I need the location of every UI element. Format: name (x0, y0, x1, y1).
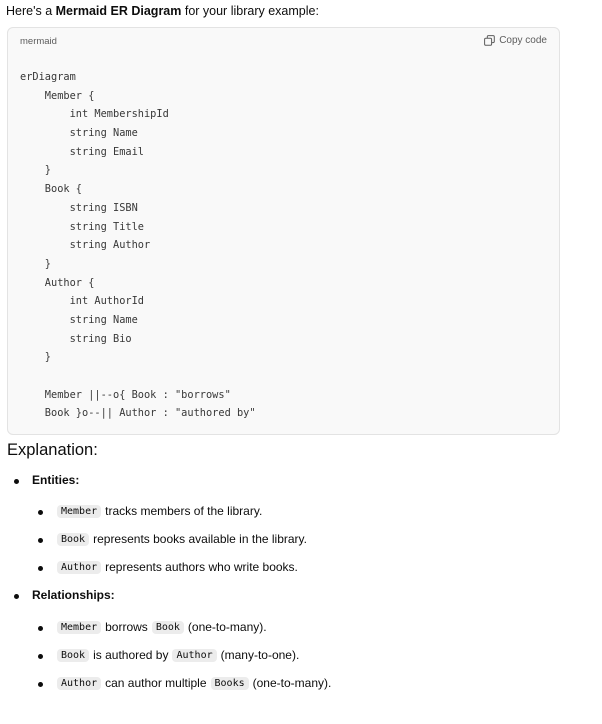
intro-prefix: Here's a (6, 4, 56, 18)
code-line: int AuthorId (20, 295, 144, 308)
bullet-dot (38, 510, 43, 515)
list-item-text: (one-to-many). (187, 620, 267, 634)
code-line: string Name (20, 127, 138, 140)
code-line: string Name (20, 313, 138, 326)
bullet-dot (38, 654, 43, 659)
list-item-text: (one-to-many). (252, 676, 332, 690)
inline-code: Author (57, 677, 101, 690)
code-line: string Author (20, 239, 151, 252)
list-item (57, 676, 331, 690)
code-line: Member ||--o{ Book : "borrows" (20, 388, 231, 401)
code-language-label: mermaid (20, 36, 57, 47)
code-block (7, 27, 560, 435)
inline-code: Book (57, 533, 89, 546)
code-line: string Email (20, 145, 144, 158)
bullet-dot (14, 479, 19, 484)
inline-code: Author (57, 561, 101, 574)
inline-code: Member (57, 621, 101, 634)
list-item-text: can author multiple (105, 676, 207, 690)
intro-bold: Mermaid ER Diagram (55, 4, 182, 18)
list-item-text: (many-to-one). (220, 648, 300, 662)
copy-icon (484, 35, 495, 46)
code-line: string Bio (20, 332, 132, 345)
relationships-label: Relationships: (32, 588, 115, 602)
copy-code-label: Copy code (499, 35, 547, 46)
bullet-dot (38, 626, 43, 631)
list-item (57, 648, 299, 662)
code-content (20, 68, 256, 423)
code-line: Book }o--|| Author : "authored by" (20, 407, 256, 420)
list-item (57, 620, 267, 634)
code-line: } (20, 257, 51, 270)
list-item (57, 560, 298, 574)
inline-code: Member (57, 505, 101, 518)
code-line: Member { (20, 89, 95, 102)
bullet-dot (14, 594, 19, 599)
explanation-heading: Explanation: (7, 441, 98, 459)
code-line: } (20, 164, 51, 177)
inline-code: Author (172, 649, 216, 662)
code-line (20, 367, 256, 386)
inline-code: Book (152, 621, 184, 634)
code-line: int MembershipId (20, 108, 169, 121)
inline-code: Book (57, 649, 89, 662)
code-line: } (20, 351, 51, 364)
code-line: string Title (20, 220, 144, 233)
intro-suffix: for your library example: (181, 4, 319, 18)
code-line: erDiagram (20, 71, 76, 83)
list-item-text: tracks members of the library. (105, 504, 263, 518)
list-item-text: represents authors who write books. (105, 560, 298, 574)
intro-text (6, 3, 319, 19)
bullet-dot (38, 682, 43, 687)
list-item (57, 504, 262, 518)
list-item-text: borrows (105, 620, 148, 634)
list-item-text: is authored by (93, 648, 169, 662)
code-line: Author { (20, 276, 95, 289)
copy-code-button[interactable] (484, 35, 547, 46)
bullet-dot (38, 566, 43, 571)
list-item (57, 532, 307, 546)
code-line: string ISBN (20, 201, 138, 214)
bullet-dot (38, 538, 43, 543)
entities-label: Entities: (32, 473, 80, 487)
code-line: Book { (20, 183, 82, 196)
list-item-text: represents books available in the library. (93, 532, 307, 546)
inline-code: Books (211, 677, 249, 690)
